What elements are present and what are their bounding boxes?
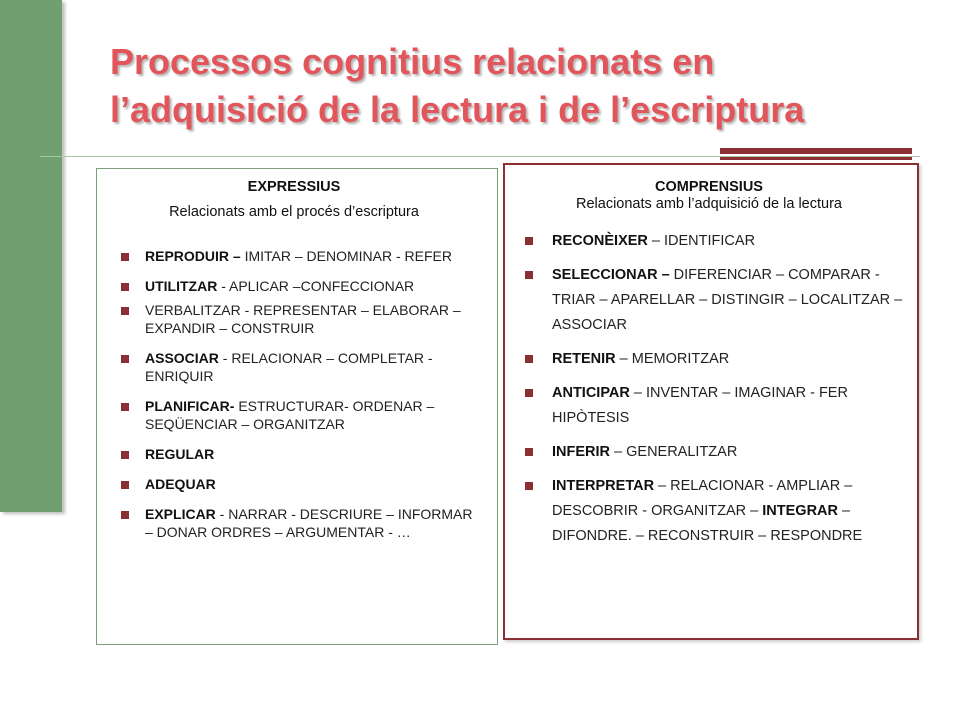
- list-item: [515, 381, 903, 431]
- list-item: [515, 263, 903, 338]
- item-keyword: REPRODUIR –: [145, 248, 241, 264]
- item-text: – MEMORITZAR: [615, 351, 730, 367]
- item-text: – RELACIONAR - AMPLIAR – DESCOBRIR - ORGANITZAR –: [552, 478, 853, 519]
- list-item: [111, 475, 477, 493]
- square-bullet-icon: [525, 482, 533, 490]
- item-keyword: EXPLICAR: [145, 506, 216, 522]
- item-text: - NARRAR - DESCRIURE – INFORMAR – DONAR ORDRES – ARGUMENTAR - …: [145, 506, 473, 540]
- square-bullet-icon: [121, 481, 129, 489]
- item-keyword: INFERIR: [552, 444, 610, 460]
- slide-title: [110, 38, 930, 134]
- square-bullet-icon: [121, 307, 129, 315]
- list-item: [515, 229, 903, 254]
- item-keyword: INTERPRETAR: [552, 478, 655, 494]
- comprensius-list: [515, 229, 903, 549]
- item-keyword: ADEQUAR: [145, 476, 216, 492]
- title-line-2: l’adquisició de la lectura i de l’escriptura: [110, 89, 805, 130]
- title-line-1: Processos cognitius relacionats en: [110, 41, 715, 82]
- list-item: [111, 247, 477, 265]
- square-bullet-icon: [525, 448, 533, 456]
- item-keyword: PLANIFICAR-: [145, 398, 235, 414]
- item-text: – IDENTIFICAR: [647, 233, 756, 249]
- panel-heading: EXPRESSIUS: [247, 179, 341, 195]
- square-bullet-icon: [525, 271, 533, 279]
- list-item: [515, 440, 903, 465]
- list-item: [515, 474, 903, 549]
- expressius-header: [111, 177, 477, 223]
- panel-subheading: Relacionats amb el procés d’escriptura: [169, 204, 419, 220]
- item-text: IMITAR – DENOMINAR - REFER: [240, 248, 452, 264]
- square-bullet-icon: [121, 253, 129, 261]
- item-keyword-secondary: INTEGRAR: [762, 503, 839, 519]
- square-bullet-icon: [525, 355, 533, 363]
- item-keyword: UTILITZAR: [145, 278, 218, 294]
- list-item: [111, 277, 477, 295]
- square-bullet-icon: [525, 389, 533, 397]
- side-accent-bar: [0, 0, 62, 512]
- item-keyword: RETENIR: [552, 351, 616, 367]
- square-bullet-icon: [121, 403, 129, 411]
- square-bullet-icon: [121, 355, 129, 363]
- item-text-secondary: – DIFONDRE. – RECONSTRUIR – RESPONDRE: [552, 503, 863, 544]
- item-keyword: RECONÈIXER: [552, 233, 648, 249]
- expressius-panel: [96, 168, 498, 645]
- item-keyword: SELECCIONAR –: [552, 267, 670, 283]
- list-item: [111, 349, 477, 385]
- item-keyword: ANTICIPAR: [552, 385, 630, 401]
- expressius-list: [111, 247, 477, 541]
- item-keyword: REGULAR: [145, 446, 215, 462]
- item-text: – GENERALITZAR: [610, 444, 738, 460]
- list-item: [111, 301, 477, 337]
- item-text: DIFERENCIAR – COMPARAR - TRIAR – APARELLAR – DISTINGIR – LOCALITZAR – ASSOCIAR: [552, 267, 903, 333]
- item-text: ESTRUCTURAR- ORDENAR – SEQÜENCIAR – ORGANITZAR: [145, 398, 435, 432]
- square-bullet-icon: [121, 451, 129, 459]
- comprensius-header: [515, 179, 903, 213]
- panel-subheading: Relacionats amb l’adquisició de la lectura: [576, 196, 842, 212]
- comprensius-panel: [503, 163, 919, 640]
- panel-heading: COMPRENSIUS: [655, 179, 763, 195]
- item-text: VERBALITZAR - REPRESENTAR – ELABORAR – EXPANDIR – CONSTRUIR: [145, 302, 461, 336]
- square-bullet-icon: [121, 511, 129, 519]
- item-text: - APLICAR –CONFECCIONAR: [217, 278, 415, 294]
- item-keyword: ASSOCIAR: [145, 350, 219, 366]
- list-item: [515, 347, 903, 372]
- list-item: [111, 505, 477, 541]
- list-item: [111, 397, 477, 433]
- list-item: [111, 445, 477, 463]
- item-text: – INVENTAR – IMAGINAR - FER HIPÒTESIS: [552, 385, 848, 426]
- square-bullet-icon: [121, 283, 129, 291]
- square-bullet-icon: [525, 237, 533, 245]
- item-text: - RELACIONAR – COMPLETAR - ENRIQUIR: [145, 350, 433, 384]
